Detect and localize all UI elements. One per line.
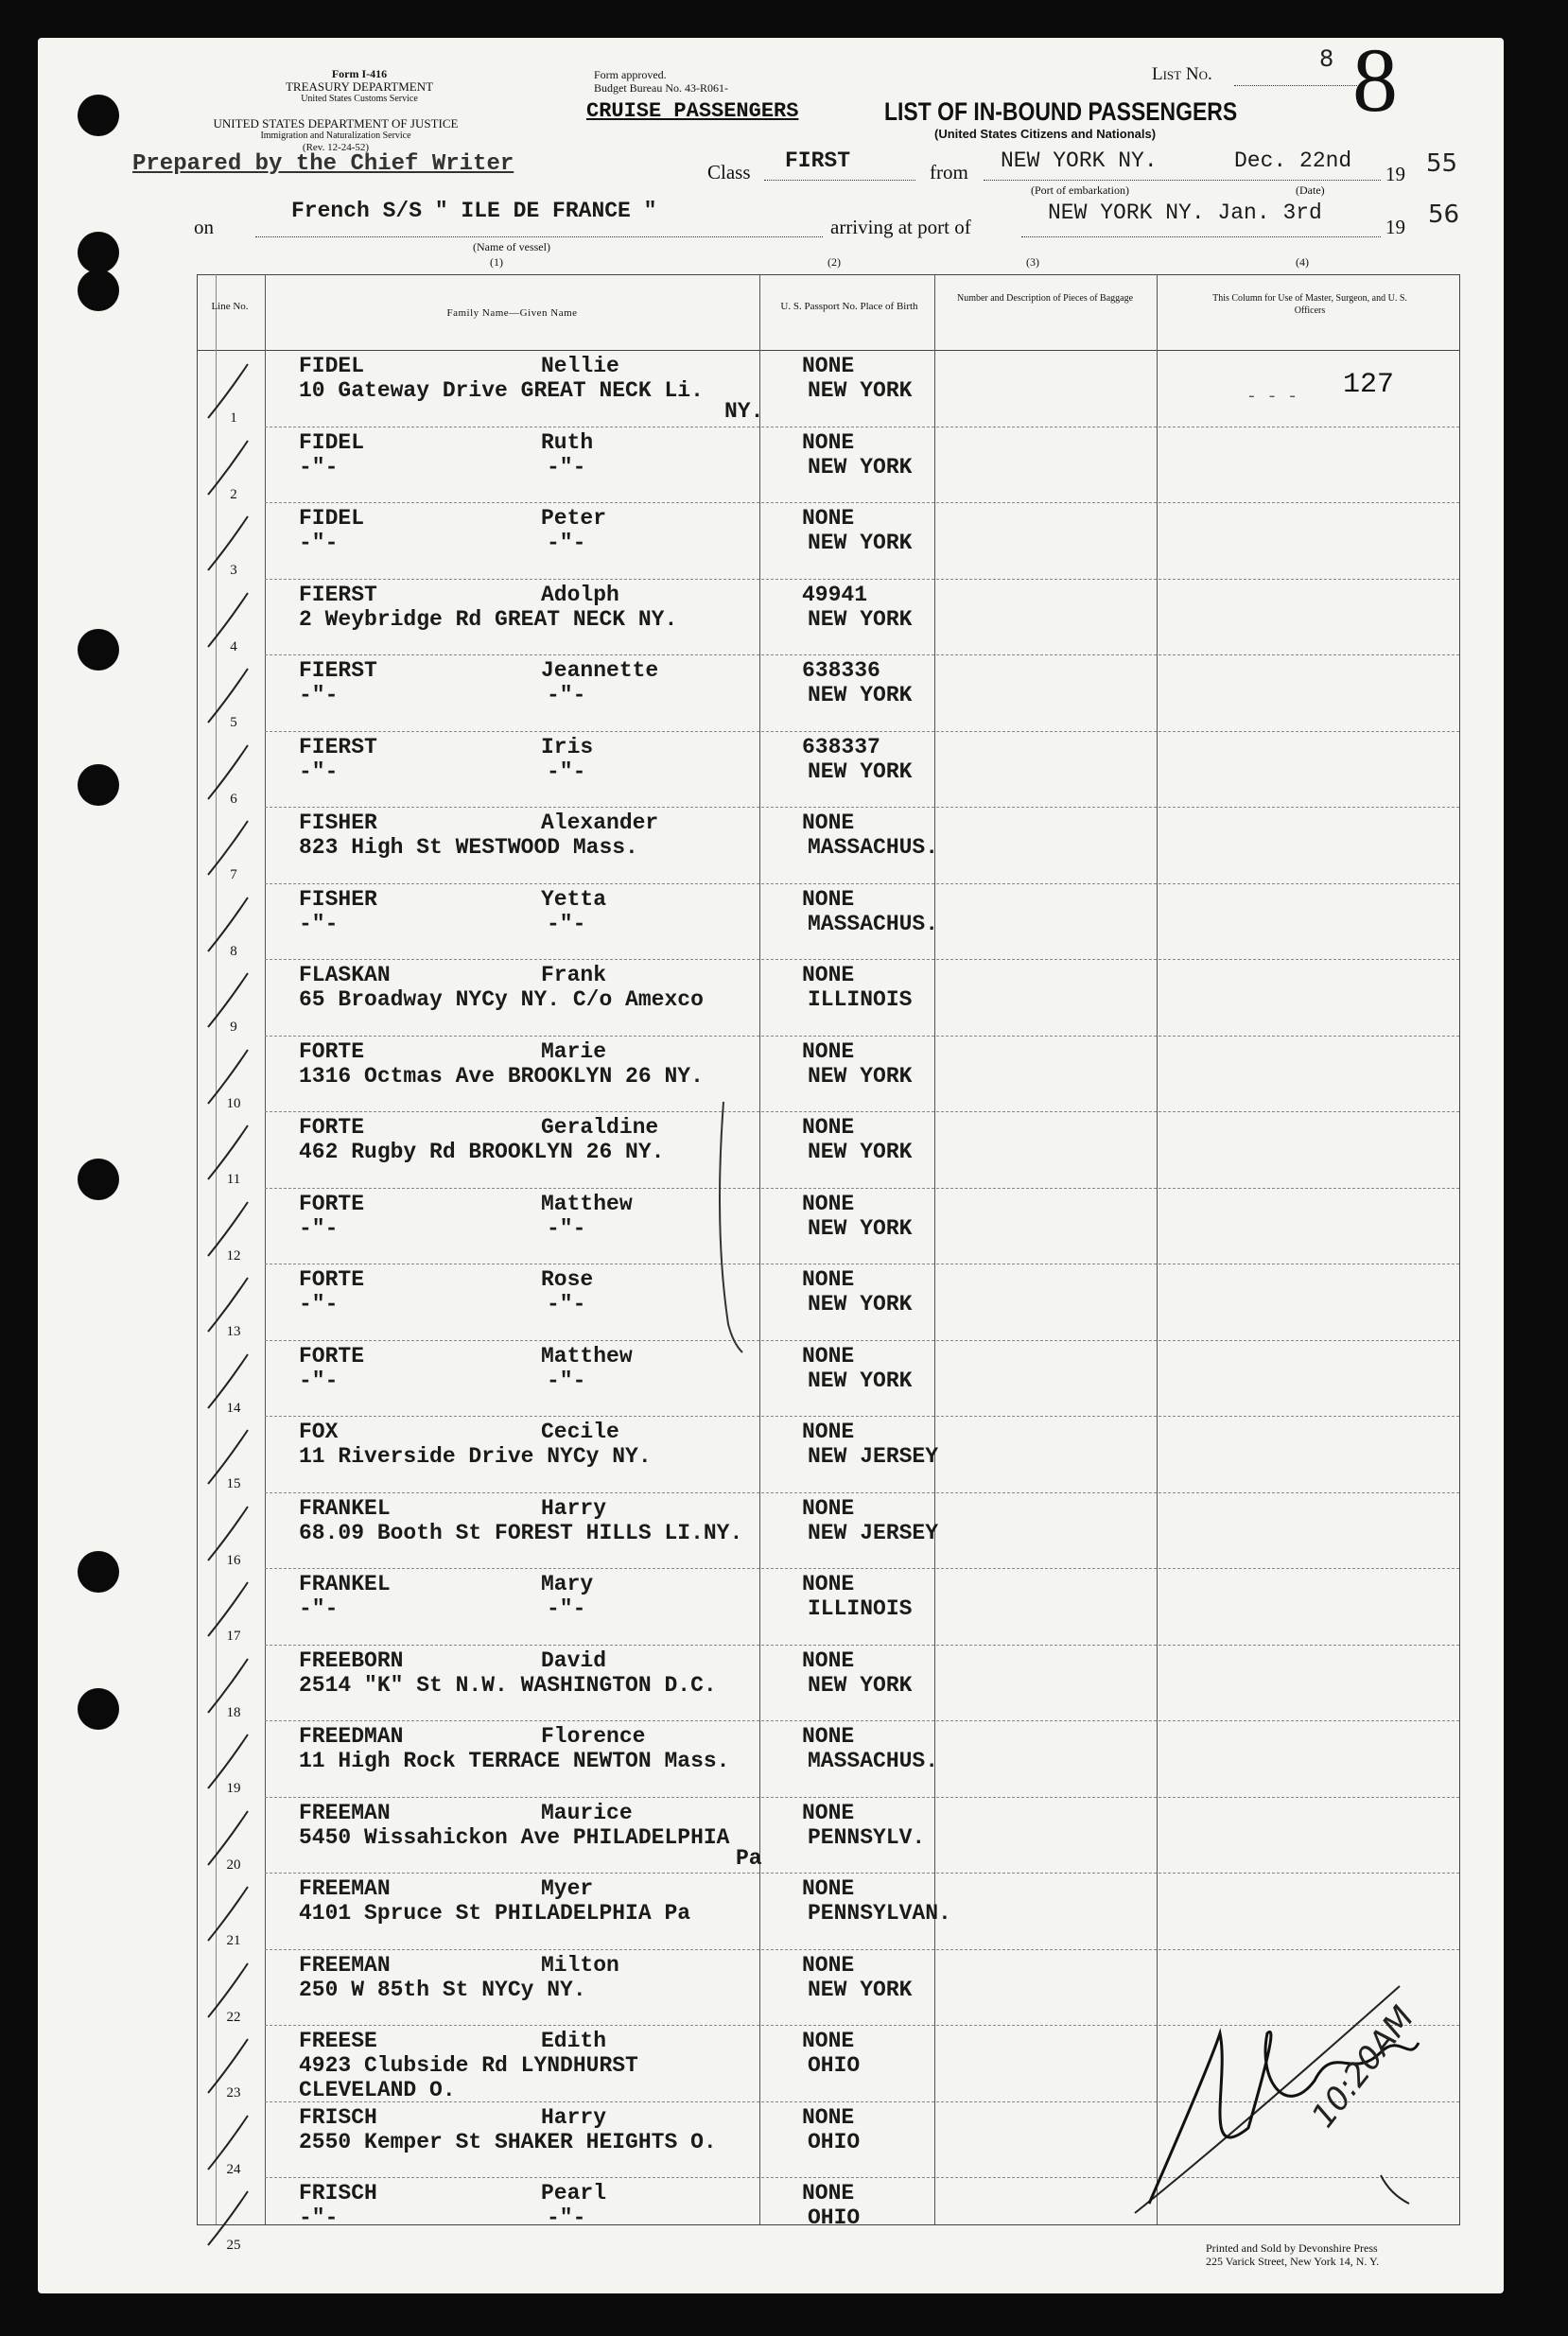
given-name: Ruth bbox=[541, 429, 594, 455]
passport-number: 638336 bbox=[802, 658, 880, 683]
count-dash: - - - bbox=[1246, 388, 1298, 407]
year-2: 56 bbox=[1428, 200, 1460, 229]
address: -"- bbox=[299, 2205, 339, 2230]
on-label: on bbox=[194, 216, 214, 238]
family-name: FREEDMAN bbox=[299, 1724, 404, 1749]
place-of-birth: PENNSYLV. bbox=[808, 1824, 926, 1850]
given-name: Rose bbox=[541, 1267, 594, 1292]
given-name: Alexander bbox=[541, 811, 659, 835]
line-number: 2 bbox=[230, 486, 237, 502]
passport-number: NONE bbox=[802, 1952, 855, 1978]
place-of-birth: NEW YORK bbox=[808, 1063, 913, 1089]
printer-line-1: Printed and Sold by Devonshire Press bbox=[1206, 2241, 1378, 2255]
ins-service: Immigration and Naturalization Service bbox=[260, 131, 411, 141]
given-name: Frank bbox=[541, 963, 607, 987]
arriving-label: arriving at port of bbox=[830, 216, 971, 238]
address: -"- bbox=[299, 1292, 339, 1316]
address: 4101 Spruce St PHILADELPHIA Pa bbox=[299, 1901, 691, 1926]
line-number: 4 bbox=[230, 638, 237, 654]
passport-number: NONE bbox=[802, 1724, 855, 1749]
place-of-birth: NEW JERSEY bbox=[808, 1444, 939, 1469]
address: -"- bbox=[299, 683, 339, 707]
list-no-label: List No. bbox=[1152, 64, 1212, 84]
family-name: FORTE bbox=[299, 1038, 365, 1064]
ditto-given: -"- bbox=[547, 1215, 586, 1241]
col-num-3: (3) bbox=[1026, 255, 1039, 269]
family-name: FORTE bbox=[299, 1343, 365, 1368]
place-of-birth: NEW JERSEY bbox=[808, 1520, 939, 1545]
place-of-birth: NEW YORK bbox=[808, 378, 913, 403]
line-number: 20 bbox=[226, 1857, 241, 1873]
class-value: FIRST bbox=[785, 148, 851, 173]
place-of-birth: NEW YORK bbox=[808, 531, 913, 555]
line-number: 23 bbox=[226, 2085, 241, 2101]
passport-number: NONE bbox=[802, 429, 855, 455]
passport-number: NONE bbox=[802, 1572, 855, 1596]
year-prefix-1: 19 bbox=[1385, 163, 1405, 185]
place-of-birth: OHIO bbox=[808, 2053, 861, 2078]
place-of-birth: NEW YORK bbox=[808, 1977, 913, 2002]
address: 2514 "K" St N.W. WASHINGTON D.C. bbox=[299, 1672, 717, 1698]
family-name: FISHER bbox=[299, 886, 377, 912]
place-of-birth: OHIO bbox=[808, 2205, 861, 2230]
family-name: FRANKEL bbox=[299, 1572, 391, 1596]
place-of-birth: NEW YORK bbox=[808, 1140, 913, 1164]
line-number: 14 bbox=[226, 1400, 241, 1416]
passport-number: 638337 bbox=[802, 734, 880, 759]
printer-line-2: 225 Varick Street, New York 14, N. Y. bbox=[1206, 2255, 1380, 2268]
place-of-birth: MASSACHUS. bbox=[808, 911, 939, 936]
signature-time: 10:20AM bbox=[1304, 1999, 1422, 2136]
given-name: Nellie bbox=[541, 354, 619, 378]
address: 11 Riverside Drive NYCy NY. bbox=[299, 1444, 652, 1469]
form-approved: Form approved. bbox=[594, 68, 667, 81]
given-name: Maurice bbox=[541, 1800, 633, 1825]
given-name: Peter bbox=[541, 506, 607, 531]
line-number: 19 bbox=[226, 1781, 241, 1796]
given-name: Geraldine bbox=[541, 1115, 659, 1140]
passport-number: NONE bbox=[802, 1800, 855, 1825]
line-number: 5 bbox=[230, 715, 237, 730]
address: 823 High St WESTWOOD Mass. bbox=[299, 835, 638, 860]
family-name: FORTE bbox=[299, 1115, 365, 1140]
cruise-passengers-stamp: CRUISE PASSENGERS bbox=[586, 99, 799, 123]
line-number: 24 bbox=[226, 2161, 241, 2177]
passport-number: NONE bbox=[802, 354, 855, 378]
form-subtitle: (United States Citizens and Nationals) bbox=[934, 127, 1157, 141]
family-name: FIERST bbox=[299, 582, 377, 607]
address: 250 W 85th St NYCy NY. bbox=[299, 1977, 586, 2002]
given-name: Milton bbox=[541, 1952, 619, 1978]
address: -"- bbox=[299, 1215, 339, 1241]
line-number: 10 bbox=[226, 1095, 241, 1111]
line-number: 1 bbox=[230, 410, 237, 426]
place-of-birth: ILLINOIS bbox=[808, 987, 913, 1012]
pencil-bracket bbox=[720, 1102, 742, 1352]
family-name: FISHER bbox=[299, 811, 377, 835]
address: -"- bbox=[299, 911, 339, 936]
given-name: Harry bbox=[541, 2104, 607, 2130]
header-baggage: Number and Description of Pieces of Baggage bbox=[956, 293, 1134, 304]
vessel-name: French S/S " ILE DE FRANCE " bbox=[291, 199, 657, 223]
form-title: LIST OF IN-BOUND PASSENGERS bbox=[884, 97, 1238, 126]
line-number: 3 bbox=[230, 563, 237, 578]
given-name: David bbox=[541, 1647, 607, 1673]
address: -"- bbox=[299, 1596, 339, 1621]
family-name: FIERST bbox=[299, 658, 377, 683]
family-name: FIDEL bbox=[299, 429, 365, 455]
family-name: FOX bbox=[299, 1420, 339, 1444]
year-prefix-2: 19 bbox=[1385, 216, 1405, 238]
family-name: FREEMAN bbox=[299, 1800, 391, 1825]
place-of-birth: NEW YORK bbox=[808, 454, 913, 479]
given-name: Yetta bbox=[541, 886, 607, 912]
ditto-given: -"- bbox=[547, 1292, 586, 1316]
given-name: Harry bbox=[541, 1495, 607, 1521]
passport-number: NONE bbox=[802, 1495, 855, 1521]
vessel-caption: (Name of vessel) bbox=[473, 240, 550, 253]
given-name: Edith bbox=[541, 2029, 607, 2053]
passport-number: NONE bbox=[802, 1038, 855, 1064]
passport-number: NONE bbox=[802, 2104, 855, 2130]
given-name: Florence bbox=[541, 1724, 646, 1749]
ditto-given: -"- bbox=[547, 911, 586, 936]
family-name: FRANKEL bbox=[299, 1495, 391, 1521]
line-number: 15 bbox=[226, 1476, 241, 1491]
place-of-birth: ILLINOIS bbox=[808, 1596, 913, 1621]
family-name: FORTE bbox=[299, 1191, 365, 1216]
address: -"- bbox=[299, 454, 339, 479]
place-of-birth: NEW YORK bbox=[808, 1292, 913, 1316]
budget-bureau: Budget Bureau No. 43-R061- bbox=[594, 81, 728, 95]
address: 2 Weybridge Rd GREAT NECK NY. bbox=[299, 606, 678, 632]
family-name: FRISCH bbox=[299, 2104, 377, 2130]
passport-number: NONE bbox=[802, 2181, 855, 2205]
family-name: FORTE bbox=[299, 1267, 365, 1292]
given-name: Cecile bbox=[541, 1420, 619, 1444]
list-no-big: 8 bbox=[1352, 29, 1398, 131]
family-name: FLASKAN bbox=[299, 963, 391, 987]
address: 5450 Wissahickon Ave PHILADELPHIA bbox=[299, 1824, 730, 1850]
place-of-birth: NEW YORK bbox=[808, 1368, 913, 1393]
ditto-given: -"- bbox=[547, 1368, 586, 1393]
header-officers: This Column for Use of Master, Surgeon, and U. S. Officers bbox=[1212, 293, 1407, 316]
passport-number: NONE bbox=[802, 886, 855, 912]
given-name: Jeannette bbox=[541, 658, 659, 683]
address: 2550 Kemper St SHAKER HEIGHTS O. bbox=[299, 2129, 717, 2154]
line-number: 22 bbox=[226, 2009, 241, 2025]
given-name: Matthew bbox=[541, 1191, 633, 1216]
form-number: Form I-416 bbox=[331, 67, 388, 80]
line-number: 6 bbox=[230, 791, 237, 807]
place-of-birth: MASSACHUS. bbox=[808, 835, 939, 860]
passport-number: NONE bbox=[802, 1876, 855, 1901]
family-name: FRISCH bbox=[299, 2181, 377, 2205]
passport-number: NONE bbox=[802, 506, 855, 531]
ditto-given: -"- bbox=[547, 2205, 586, 2230]
line-number: 25 bbox=[226, 2238, 241, 2253]
address: 10 Gateway Drive GREAT NECK Li. bbox=[299, 378, 704, 403]
given-name: Marie bbox=[541, 1038, 607, 1064]
address: 4923 Clubside Rd LYNDHURST bbox=[299, 2053, 638, 2078]
embark-date: Dec. 22nd bbox=[1234, 148, 1352, 173]
family-name: FIERST bbox=[299, 734, 377, 759]
given-name: Iris bbox=[541, 734, 594, 759]
line-number: 12 bbox=[226, 1247, 241, 1264]
passport-number: NONE bbox=[802, 1343, 855, 1368]
line-number: 16 bbox=[226, 1552, 241, 1568]
class-label: Class bbox=[707, 161, 751, 183]
line-number: 21 bbox=[226, 1933, 241, 1948]
line-number: 9 bbox=[230, 1020, 237, 1035]
line-number: 17 bbox=[226, 1629, 241, 1644]
customs-service: United States Customs Service bbox=[301, 94, 418, 104]
prepared-by: Prepared by the Chief Writer bbox=[132, 151, 514, 177]
given-name: Pearl bbox=[541, 2181, 607, 2205]
col-num-1: (1) bbox=[490, 255, 503, 269]
place-of-birth: NEW YORK bbox=[808, 1215, 913, 1241]
family-name: FIDEL bbox=[299, 354, 365, 378]
date-caption: (Date) bbox=[1296, 183, 1325, 197]
year-1: 55 bbox=[1426, 149, 1458, 178]
ditto-given: -"- bbox=[547, 454, 586, 479]
header-passport: U. S. Passport No. Place of Birth bbox=[780, 301, 918, 312]
given-name: Matthew bbox=[541, 1343, 633, 1368]
line-number: 13 bbox=[226, 1324, 241, 1339]
revision: (Rev. 12-24-52) bbox=[302, 142, 370, 153]
line-number: 8 bbox=[230, 943, 237, 959]
place-of-birth: NEW YORK bbox=[808, 606, 913, 632]
family-name: FREEMAN bbox=[299, 1952, 391, 1978]
family-name: FREEMAN bbox=[299, 1876, 391, 1901]
given-name: Adolph bbox=[541, 582, 619, 607]
given-name: Mary bbox=[541, 1572, 594, 1596]
address: 68.09 Booth St FOREST HILLS LI.NY. bbox=[299, 1520, 743, 1545]
ditto-given: -"- bbox=[547, 531, 586, 555]
passport-number: NONE bbox=[802, 811, 855, 835]
list-no-small: 8 bbox=[1319, 45, 1334, 72]
family-name: FREEBORN bbox=[299, 1647, 404, 1673]
passport-number: NONE bbox=[802, 963, 855, 987]
passport-number: NONE bbox=[802, 2029, 855, 2053]
from-label: from bbox=[930, 161, 968, 183]
header-line-no: Line No. bbox=[211, 301, 249, 312]
address: -"- bbox=[299, 758, 339, 784]
line-number: 7 bbox=[230, 867, 237, 882]
col-num-2: (2) bbox=[828, 255, 841, 269]
ditto-given: -"- bbox=[547, 758, 586, 784]
address-line-2: CLEVELAND O. bbox=[299, 2078, 456, 2102]
line-number: 18 bbox=[226, 1704, 241, 1720]
port-embark-caption: (Port of embarkation) bbox=[1031, 183, 1129, 197]
justice-dept: UNITED STATES DEPARTMENT OF JUSTICE bbox=[213, 116, 459, 131]
place-of-birth: PENNSYLVAN. bbox=[808, 1901, 951, 1926]
col-num-4: (4) bbox=[1296, 255, 1309, 269]
given-name: Myer bbox=[541, 1876, 594, 1901]
passport-number: NONE bbox=[802, 1647, 855, 1673]
passport-number: 49941 bbox=[802, 582, 868, 607]
port-of-embarkation: NEW YORK NY. bbox=[1001, 148, 1158, 173]
passport-number: NONE bbox=[802, 1115, 855, 1140]
address-line-2: NY. bbox=[724, 399, 764, 424]
header-family-name: Family Name—Given Name bbox=[446, 307, 578, 319]
address: -"- bbox=[299, 1368, 339, 1393]
passport-number: NONE bbox=[802, 1420, 855, 1444]
place-of-birth: NEW YORK bbox=[808, 758, 913, 784]
address: 11 High Rock TERRACE NEWTON Mass. bbox=[299, 1749, 730, 1773]
family-name: FREESE bbox=[299, 2029, 377, 2053]
arrival-port-date: NEW YORK NY. Jan. 3rd bbox=[1048, 200, 1322, 225]
passport-number: NONE bbox=[802, 1191, 855, 1216]
address: -"- bbox=[299, 531, 339, 555]
ditto-given: -"- bbox=[547, 1596, 586, 1621]
ditto-given: -"- bbox=[547, 683, 586, 707]
line-number: 11 bbox=[226, 1172, 241, 1187]
passenger-count-note: 127 bbox=[1343, 369, 1395, 401]
place-of-birth: NEW YORK bbox=[808, 683, 913, 707]
address: 65 Broadway NYCy NY. C/o Amexco bbox=[299, 987, 704, 1012]
address: 1316 Octmas Ave BROOKLYN 26 NY. bbox=[299, 1063, 704, 1089]
place-of-birth: MASSACHUS. bbox=[808, 1749, 939, 1773]
place-of-birth: OHIO bbox=[808, 2129, 861, 2154]
address-line-2: Pa bbox=[736, 1845, 762, 1871]
family-name: FIDEL bbox=[299, 506, 365, 531]
treasury-dept: TREASURY DEPARTMENT bbox=[285, 79, 434, 94]
passport-number: NONE bbox=[802, 1267, 855, 1292]
place-of-birth: NEW YORK bbox=[808, 1672, 913, 1698]
address: 462 Rugby Rd BROOKLYN 26 NY. bbox=[299, 1140, 665, 1164]
